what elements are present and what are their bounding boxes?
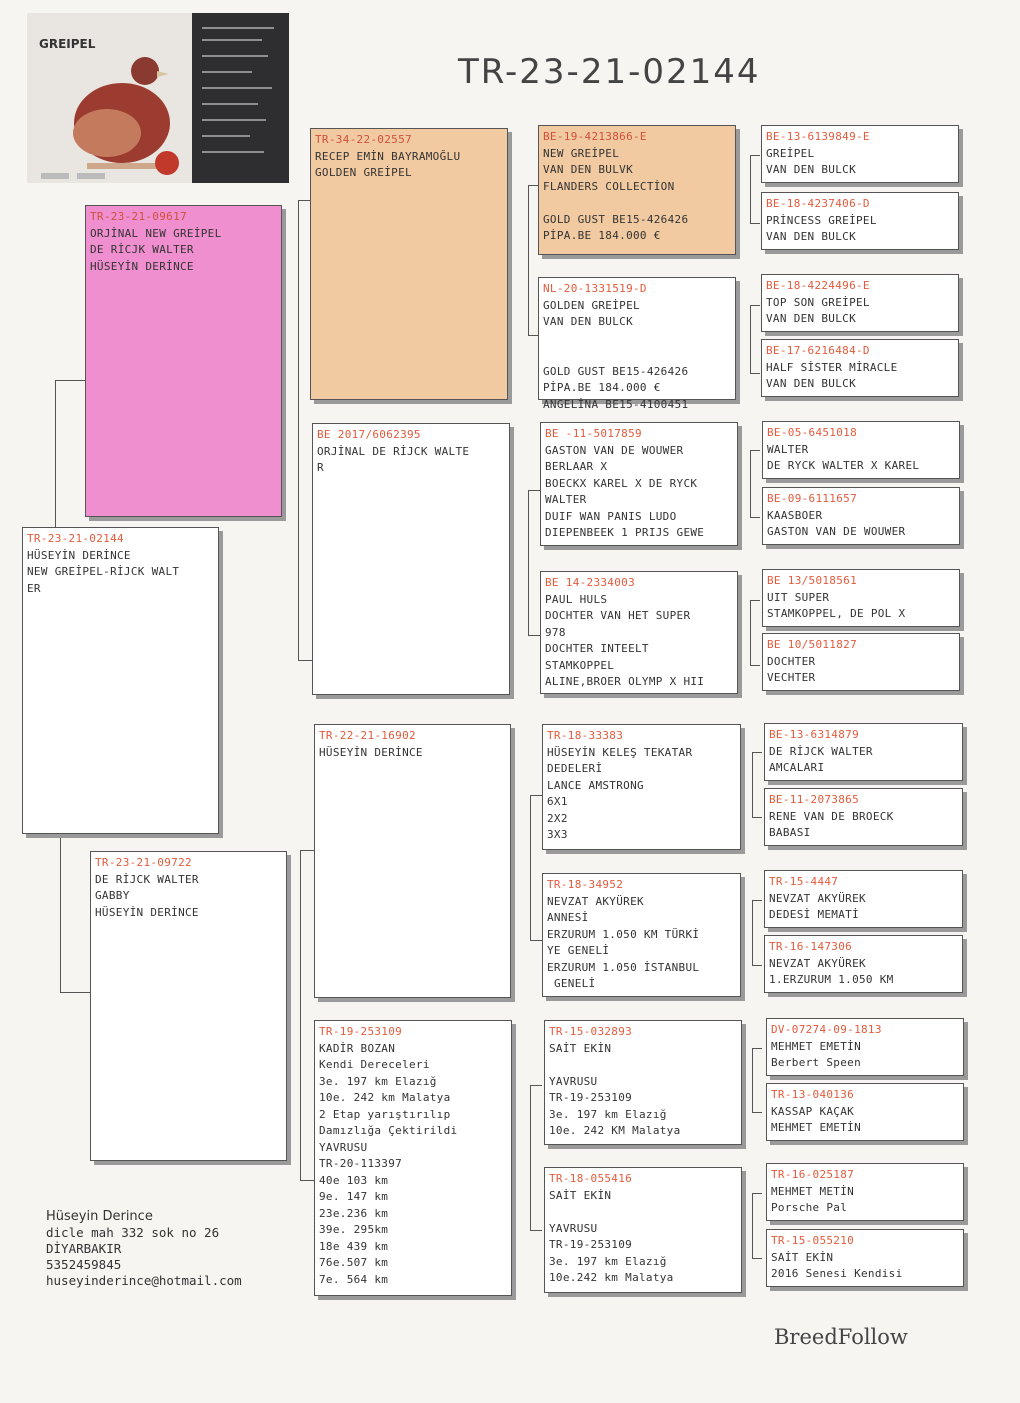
connector [750, 600, 751, 665]
pedigree-line: KAASBOER [767, 508, 823, 522]
owner-email: huseyinderince@hotmail.com [46, 1273, 242, 1288]
dam-card [90, 851, 287, 1161]
pedigree-line: DOCHTER [767, 654, 816, 668]
owner-contact [46, 1209, 242, 1289]
ancestor-card-ssss [761, 125, 959, 183]
connector [298, 660, 312, 661]
pedigree-line: KADİR BOZAN [319, 1041, 396, 1055]
connector [752, 752, 753, 817]
connector [752, 752, 762, 753]
owner-address: dicle mah 332 sok no 26 [46, 1225, 220, 1240]
ring-number: TR-18-33383 [547, 729, 624, 742]
connector [750, 450, 760, 451]
pedigree-line: 3X3 [547, 828, 568, 841]
subject-bird-card [22, 527, 219, 834]
pigeon-image [27, 13, 192, 183]
sire-dam-sire-card [540, 422, 738, 546]
ancestor-card-ssds [761, 274, 959, 332]
pedigree-line: STAMKOPPEL [545, 658, 615, 672]
owner-phone: 5352459845 [46, 1257, 122, 1272]
connector [750, 223, 760, 224]
connector [752, 1048, 753, 1112]
pedigree-line: 10e. 242 km Malatya [319, 1091, 451, 1104]
ring-number: TR-15-4447 [769, 875, 839, 888]
connector [750, 450, 751, 517]
pedigree-line: 76e.507 km [319, 1256, 389, 1269]
pedigree-line: RENE VAN DE BROECK [769, 809, 894, 823]
ancestor-card-sddd [762, 633, 960, 691]
pedigree-line: MEHMET EMETİN [771, 1121, 861, 1134]
pedigree-line: ORJİNAL DE RİJCK WALTE [317, 444, 470, 458]
ring-number: TR-13-040136 [771, 1088, 855, 1101]
connector [750, 155, 760, 156]
pedigree-line: Berbert Speen [771, 1056, 861, 1069]
pedigree-line: DE RYCK WALTER X KAREL [767, 459, 920, 472]
connector [530, 940, 542, 941]
ancestor-card-ddss [766, 1018, 964, 1076]
pedigree-line: BERLAAR X [545, 460, 608, 473]
pedigree-line: HÜSEYİN DERİNCE [319, 745, 423, 759]
pedigree-line: GOLD GUST BE15-426426 [543, 212, 689, 226]
pedigree-line: HALF SİSTER MİRACLE [766, 360, 898, 374]
pedigree-line: MEHMET EMETİN [771, 1039, 861, 1053]
ring-number: TR-16-147306 [769, 940, 853, 953]
ring-number: BE-11-2073865 [769, 793, 859, 806]
pedigree-line: ALINE,BROER OLYMP X HII [545, 675, 705, 688]
pedigree-line: ER [27, 581, 41, 595]
pedigree-line: Damızlığa Çektirildi [319, 1124, 458, 1137]
ring-number: DV-07274-09-1813 [771, 1023, 882, 1036]
pedigree-line [543, 331, 731, 348]
pedigree-line: DUIF WAN PANIS LUDO [545, 509, 677, 523]
dam-dam-card [314, 1020, 512, 1296]
pedigree-line [549, 1204, 737, 1221]
pedigree-line: NEVZAT AKYÜREK [769, 891, 866, 905]
pedigree-line: PİPA.BE 184.000 € [543, 381, 661, 394]
ancestor-card-sdsd [762, 487, 960, 545]
connector [752, 1193, 762, 1194]
ring-number: BE 14-2334003 [545, 576, 635, 589]
pedigree-line: UIT SUPER [767, 590, 830, 604]
ring-number: BE-18-4224496-E [766, 279, 870, 292]
pedigree-line: RECEP EMİN BAYRAMOĞLU [315, 149, 461, 163]
ancestor-card-sssd [761, 192, 959, 250]
ancestor-card-dddd [766, 1229, 964, 1287]
ring-number: TR-22-21-16902 [319, 729, 416, 742]
pedigree-line: 10e. 242 KM Malatya [549, 1124, 681, 1137]
ring-number: NL-20-1331519-D [543, 282, 647, 295]
ancestor-card-ddds [766, 1163, 964, 1221]
connector [300, 1180, 314, 1181]
connector [752, 900, 753, 965]
connector [60, 992, 90, 993]
dam-sire-dam-card [542, 873, 741, 997]
ring-number: TR-15-055210 [771, 1234, 855, 1247]
pedigree-line: 10e.242 km Malatya [549, 1271, 674, 1284]
ring-number: TR-23-21-09617 [90, 210, 187, 223]
pedigree-line: DE RİJCK WALTER [769, 744, 873, 758]
pedigree-line: VAN DEN BULCK [766, 163, 856, 176]
pedigree-line: GABBY [95, 889, 130, 902]
photo-title: GREIPEL [39, 37, 96, 51]
pedigree-line: VAN DEN BULCK [766, 377, 856, 390]
pedigree-line: TR-20-113397 [319, 1157, 403, 1170]
dam-dam-sire-card [544, 1020, 742, 1145]
pedigree-line: VAN DEN BULVK [543, 163, 633, 176]
sire-dam-card [312, 423, 510, 695]
pedigree-line: DEDESİ MEMATİ [769, 908, 859, 921]
pedigree-line: GENELİ [547, 977, 596, 990]
pedigree-line: GOLD GUST BE15-426426 [543, 364, 689, 378]
pedigree-line: R [317, 461, 324, 474]
brand-logo: BreedFollow [774, 1325, 908, 1349]
pedigree-line: BOECKX KAREL X DE RYCK [545, 476, 698, 490]
ancestor-card-ssdd [761, 339, 959, 397]
pedigree-line: TR-19-253109 [549, 1238, 633, 1251]
pedigree-line: VAN DEN BULCK [766, 312, 856, 325]
pedigree-line: GREİPEL [766, 146, 815, 160]
ring-number: BE-05-6451018 [767, 426, 857, 439]
pedigree-line: HÜSEYİN DERİNCE [90, 259, 194, 273]
connector [528, 635, 540, 636]
pedigree-line: Kendi Dereceleri [319, 1058, 430, 1071]
sire-card [85, 205, 282, 517]
pedigree-line: KASSAP KAÇAK [771, 1104, 855, 1118]
ring-number: TR-19-253109 [319, 1025, 403, 1038]
pedigree-line: 23e.236 km [319, 1206, 389, 1220]
pedigree-line: TR-19-253109 [549, 1091, 633, 1104]
ring-number: BE 13/5018561 [767, 574, 857, 587]
connector [752, 817, 762, 818]
pedigree-line: AMCALARI [769, 761, 825, 774]
connector [300, 850, 314, 851]
ring-number: TR-15-032893 [549, 1025, 633, 1038]
connector [752, 1048, 762, 1049]
pedigree-line: NEVZAT AKYÜREK [769, 956, 866, 970]
ring-number: BE 10/5011827 [767, 638, 857, 651]
connector [300, 850, 301, 1180]
photo-left-panel [27, 13, 192, 183]
ring-number: BE-17-6216484-D [766, 344, 870, 357]
connector [528, 490, 529, 635]
pedigree-line: GASTON VAN DE WOUWER [545, 443, 684, 457]
dam-sire-sire-card [542, 724, 741, 850]
pedigree-line: LANCE AMSTRONG [547, 778, 644, 792]
pedigree-line: DE RİJCK WALTER [95, 872, 199, 886]
sire-dam-dam-card [540, 571, 738, 694]
ancestor-card-dsdd [764, 935, 963, 993]
sire-sire-sire-card [538, 125, 736, 255]
connector [528, 490, 540, 491]
pedigree-line: PRİNCESS GREİPEL [766, 213, 877, 227]
connector [530, 1085, 531, 1230]
pedigree-line: 3e. 197 km Elazığ [549, 1254, 667, 1268]
ring-number: BE-19-4213866-E [543, 130, 647, 143]
pedigree-line: 6X1 [547, 795, 568, 808]
pedigree-line: YAVRUSU [319, 1140, 368, 1154]
pedigree-line: HÜSEYİN KELEŞ TEKATAR [547, 745, 693, 759]
connector [752, 965, 762, 966]
connector [530, 1230, 542, 1231]
pedigree-line: ANNESİ [547, 911, 589, 924]
pedigree-line: GOLDEN GREİPEL [315, 166, 412, 179]
pedigree-line: MEHMET METİN [771, 1184, 855, 1198]
connector [752, 1258, 762, 1259]
connector [752, 1193, 753, 1258]
ring-number: BE-13-6314879 [769, 728, 859, 741]
ancestor-card-dsds [764, 870, 963, 928]
connector [530, 795, 542, 796]
pedigree-line: NEVZAT AKYÜREK [547, 894, 644, 908]
ring-number: BE 2017/6062395 [317, 428, 421, 441]
pedigree-line: FLANDERS COLLECTİON [543, 179, 675, 193]
ring-number: BE-09-6111657 [767, 492, 857, 505]
ring-number: TR-16-025187 [771, 1168, 855, 1181]
pedigree-line: 40e 103 km [319, 1173, 389, 1187]
pedigree-line: DOCHTER VAN HET SUPER [545, 609, 691, 622]
connector [530, 795, 531, 940]
pedigree-line: ANGELİNA BE15-4100451 [543, 397, 689, 411]
pedigree-line: 9e. 147 km [319, 1190, 389, 1203]
pedigree-line: PİPA.BE 184.000 € [543, 229, 661, 242]
pedigree-line: 39e. 295km [319, 1223, 389, 1236]
pedigree-line: NEW GREİPEL-RİJCK WALT [27, 565, 180, 578]
pedigree-line: STAMKOPPEL, DE POL X [767, 607, 906, 620]
pedigree-line: DIEPENBEEK 1 PRIJS GEWE [545, 526, 705, 539]
ancestor-card-sdss [762, 421, 960, 479]
dam-dam-dam-card [544, 1167, 742, 1293]
connector [750, 517, 760, 518]
ancestor-card-sdds [762, 569, 960, 627]
ring-number: TR-23-21-09722 [95, 856, 192, 869]
pedigree-line: YAVRUSU [549, 1221, 598, 1235]
ancestor-card-ddsd [766, 1083, 964, 1141]
pedigree-line: ERZURUM 1.050 KM TÜRKİ [547, 927, 700, 941]
connector [298, 200, 299, 660]
owner-city: DİYARBAKIR [46, 1241, 122, 1256]
photo-info-panel [192, 13, 289, 183]
sire-sire-card [310, 128, 508, 400]
pedigree-line: DOCHTER INTEELT [545, 642, 649, 655]
connector [530, 1085, 542, 1086]
connector [55, 380, 56, 527]
pedigree-line [549, 1057, 737, 1074]
ring-number: TR-18-34952 [547, 878, 624, 891]
pedigree-line: 978 [545, 625, 566, 639]
pedigree-line: BABASI [769, 826, 811, 839]
pedigree-line: 3e. 197 km Elazığ [549, 1107, 667, 1121]
page-title: TR-23-21-02144 [458, 52, 761, 92]
pedigree-line: ORJİNAL NEW GREİPEL [90, 226, 222, 240]
ring-number: BE-13-6139849-E [766, 130, 870, 143]
connector [750, 600, 760, 601]
pedigree-line: PAUL HULS [545, 592, 608, 606]
sire-sire-dam-card [538, 277, 736, 411]
pedigree-line: HÜSEYİN DERİNCE [27, 548, 131, 562]
pedigree-line: SAİT EKİN [549, 1188, 612, 1202]
pedigree-line: 2 Etap yarıştırılıp [319, 1107, 451, 1121]
pedigree-line: SAİT EKİN [549, 1041, 612, 1055]
dam-sire-card [314, 724, 511, 998]
pedigree-line: VAN DEN BULCK [766, 230, 856, 243]
pedigree-line: YE GENELİ [547, 944, 610, 957]
pedigree-line: 2016 Senesi Kendisi [771, 1267, 903, 1280]
connector [752, 1112, 762, 1113]
pedigree-line: WALTER [767, 442, 809, 456]
pedigree-line: WALTER [545, 493, 587, 506]
pedigree-line: Porsche Pal [771, 1201, 848, 1214]
pedigree-line: SAİT EKİN [771, 1250, 834, 1264]
owner-name: Hüseyin Derince [46, 1209, 153, 1224]
pedigree-line: 3e. 197 km Elazığ [319, 1074, 437, 1088]
connector [55, 380, 85, 381]
connector [752, 900, 762, 901]
connector [750, 155, 751, 223]
pedigree-line: GASTON VAN DE WOUWER [767, 525, 906, 538]
pedigree-line: 18e 439 km [319, 1239, 389, 1253]
pedigree-line: VAN DEN BULCK [543, 315, 633, 328]
ancestor-card-dssd [764, 788, 963, 846]
pedigree-line: DEDELERİ [547, 762, 603, 775]
pedigree-line: GOLDEN GREİPEL [543, 298, 640, 312]
pedigree-line: 2X2 [547, 811, 568, 825]
pedigree-line: NEW GREİPEL [543, 146, 620, 160]
pedigree-line: DE RİCJK WALTER [90, 243, 194, 256]
ring-number: TR-18-055416 [549, 1172, 633, 1185]
pedigree-line: YAVRUSU [549, 1074, 598, 1088]
ring-number: BE-18-4237406-D [766, 197, 870, 210]
pigeon-photo [27, 13, 289, 183]
connector [528, 185, 529, 335]
connector [750, 665, 760, 666]
pedigree-line [543, 347, 731, 364]
connector [750, 305, 760, 306]
pedigree-line: 7e. 564 km [319, 1272, 389, 1286]
pedigree-line: TOP SON GREİPEL [766, 295, 870, 309]
pedigree-line: VECHTER [767, 671, 816, 684]
connector [60, 834, 61, 992]
ring-number: TR-34-22-02557 [315, 133, 412, 146]
pedigree-line: 1.ERZURUM 1.050 KM [769, 973, 894, 986]
connector [750, 373, 760, 374]
pedigree-line: HÜSEYİN DERİNCE [95, 905, 199, 919]
pedigree-line: ERZURUM 1.050 İSTANBUL [547, 960, 700, 974]
ring-number: TR-23-21-02144 [27, 532, 124, 545]
ring-number: BE -11-5017859 [545, 427, 642, 440]
connector [750, 305, 751, 373]
ancestor-card-dsss [764, 723, 963, 781]
pedigree-line [543, 195, 731, 212]
